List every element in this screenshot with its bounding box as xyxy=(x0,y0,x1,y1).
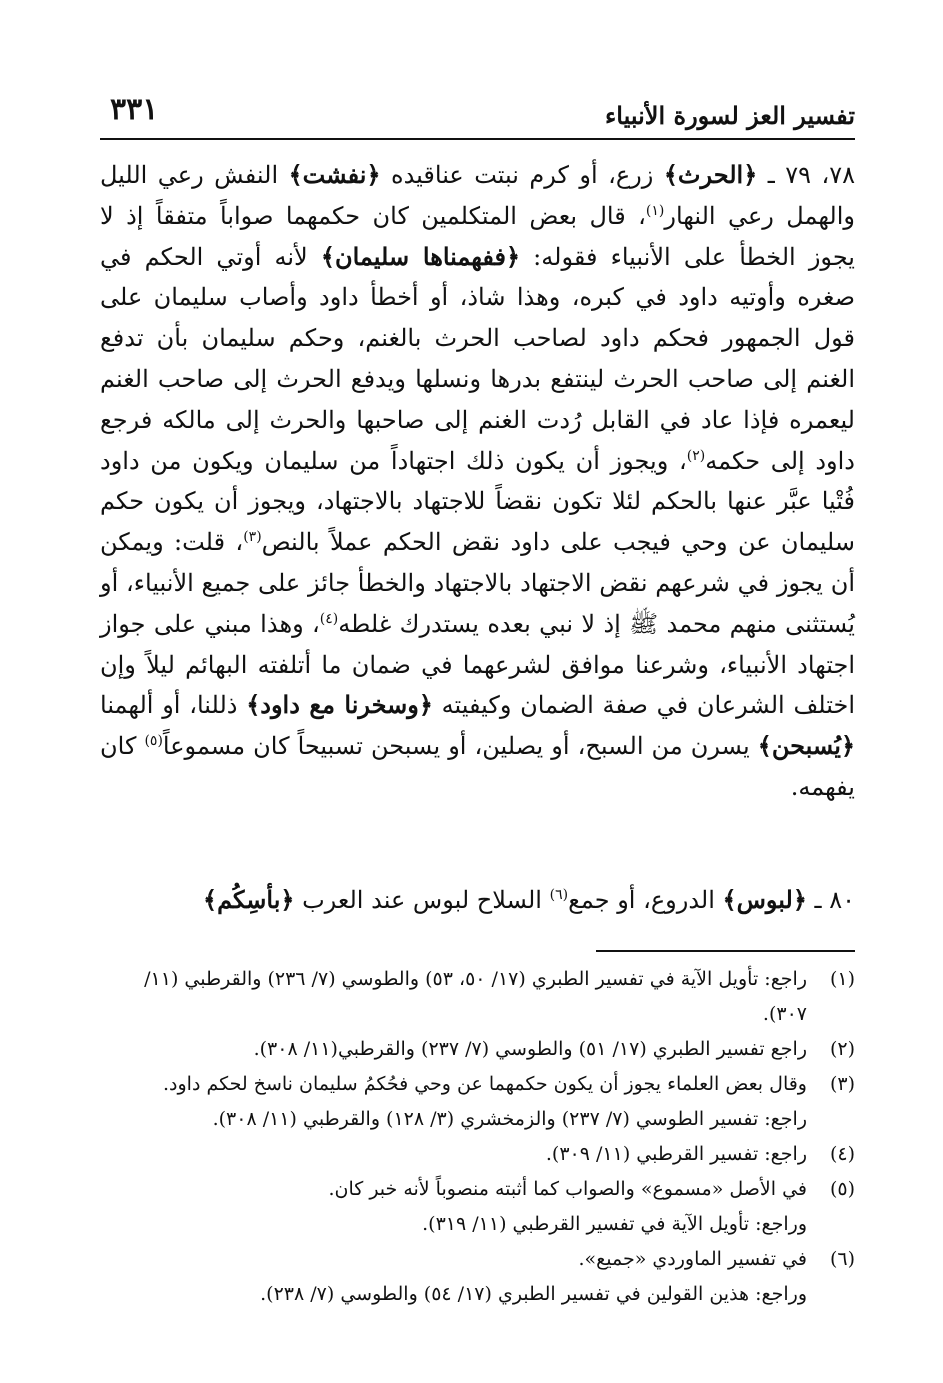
footnote-ref: (٥) xyxy=(144,733,163,750)
footnote-ref: (٤) xyxy=(319,610,339,627)
running-title: تفسير العز لسورة الأنبياء xyxy=(605,101,855,130)
footnote-line: راجع: تفسير الطوسي (٧/ ٢٣٧) والزمخشري (٣/ ١٢٨) والقرطبي (١١/ ٣٠٨). xyxy=(212,1108,807,1130)
footnote-line: وراجع: تأويل الآية في تفسير القرطبي (١١/ ٣١٩). xyxy=(422,1213,807,1235)
footnote-line: راجع: تفسير القرطبي (١١/ ٣٠٩). xyxy=(545,1143,807,1165)
commentary-text: لأنه أوتي الحكم في صغره وأوتيه داود في كبره، وهذا شاذ، أو أخطأ داود وأصاب سليمان على قول الجمهور فحكم داود لصاحب الحرث بالغنم، وحكم سليمان بأن تدفع الغنم إلى صاحب الحرث لينتفع بدرها ونسلها ويدفع الحرث إلى صاحب الغنم ليعمره فإذا عاد في القابل رُدت الغنم إلى صاحبها والحرث إلى مالكه فرجع داود إلى حكمه xyxy=(100,242,855,475)
footnote-number: (٤) xyxy=(829,1143,855,1165)
footnote-1 xyxy=(100,962,855,1032)
commentary-text: ، ويجوز أن يكون ذلك اجتهاداً من سليمان ويكون من داود فُتْيا عبَّر عنها بالحكم لئلا تكون نقضاً للاجتهاد بالاجتهاد، ويجوز أن يكون حكم سليمان عن وحي فيجب على داود نقض الحكم عملاً بالنص xyxy=(100,446,855,557)
footnote-line: في الأصل «مسموع» والصواب كما أثبته منصوباً لأنه خبر كان. xyxy=(328,1178,807,1200)
commentary-text: الدروع، أو جمع xyxy=(568,886,723,914)
quran-word: ﴿ففهمناها سليمان﴾ xyxy=(320,241,521,271)
footnote-ref: (١) xyxy=(645,202,665,219)
commentary-text: السلاح لبوس عند العرب xyxy=(294,886,550,914)
footnote-line: في تفسير الماوردي «جميع». xyxy=(578,1248,807,1270)
verse-number: ٨٠ ـ xyxy=(814,886,855,914)
commentary-text: ، قال بعض المتكلمين كان حكمهما صواباً متفقاً إذ لا يجوز الخطأ على الأنبياء فقوله: xyxy=(100,201,855,271)
quran-word: ﴿الحرث﴾ xyxy=(663,160,758,189)
footnote-body xyxy=(100,1067,807,1137)
verse-number: ٧٨، ٧٩ ـ xyxy=(767,161,856,189)
footnote-ref: (٦) xyxy=(549,887,569,903)
footnote-body xyxy=(100,1032,807,1067)
page-header xyxy=(100,86,855,140)
quran-word: ﴿وسخرنا مع داود﴾ xyxy=(246,690,433,720)
commentary-text: النفش رعي الليل والهمل رعي النهار xyxy=(100,161,855,230)
commentary-text: ، قلت: ويمكن أن يجوز في شرعهم نقض الاجتهاد بالاجتهاد والخطأ جائز على جميع الأنبياء، أو يُستثنى منهم محمد ﷺ إذ لا نبي بعده يستدرك غلطه xyxy=(100,528,855,638)
quran-word: ﴿بأسِكُم﴾ xyxy=(203,885,295,914)
footnote-number: (١) xyxy=(829,968,855,990)
footnotes xyxy=(100,962,855,1312)
footnote-3 xyxy=(100,1067,855,1137)
footnote-body xyxy=(100,1172,807,1242)
footnote-line: راجع تفسير الطبري (١٧/ ٥١) والطوسي (٧/ ٢٣٧) والقرطبي(١١/ ٣٠٨). xyxy=(253,1038,807,1060)
quran-word: ﴿يُسبحن﴾ xyxy=(757,731,855,761)
commentary-text: يسرن من السبح، أو يصلين، أو يسبحن تسبيحاً كان مسموعاً xyxy=(162,732,758,761)
footnote-number: (٣) xyxy=(829,1073,855,1095)
footnote-5 xyxy=(100,1172,855,1242)
footnote-number: (٦) xyxy=(829,1248,855,1270)
commentary-text: ، وهذا مبني على جواز اجتهاد الأنبياء، وشرعنا موافق لشرعهما في ضمان ما أتلفته البهائم ليلاً وإن اختلف الشرعان في صفة الضمان وكيفيته xyxy=(100,609,855,720)
footnote-number: (٥) xyxy=(829,1178,855,1200)
footnote-line: راجع: تأويل الآية في تفسير الطبري (١٧/ ٥٠، ٥٣) والطوسي (٧/ ٢٣٦) والقرطبي (١١/ ٣٠٧). xyxy=(144,968,807,1025)
commentary-text: كان يفهمه. xyxy=(100,732,855,801)
footnote-ref: (٣) xyxy=(243,529,262,546)
main-text xyxy=(100,155,855,808)
footnote-body xyxy=(100,962,807,1032)
footnote-body xyxy=(100,1242,807,1312)
paragraph-80 xyxy=(100,880,855,920)
paragraph-78-79 xyxy=(100,155,855,808)
quran-word: ﴿لبوس﴾ xyxy=(722,885,807,914)
page-number: ٣٣١ xyxy=(110,92,159,127)
footnote-separator xyxy=(596,950,855,952)
footnote-4 xyxy=(100,1137,855,1172)
footnote-2 xyxy=(100,1032,855,1067)
footnote-body xyxy=(100,1137,807,1172)
commentary-text: ذللنا، أو ألهمنا xyxy=(100,691,247,720)
footnote-line: وقال بعض العلماء يجوز أن يكون حكمهما عن وحي فحُكمُ سليمان ناسخ لحكم داود. xyxy=(163,1073,807,1095)
footnote-number: (٢) xyxy=(829,1038,855,1060)
quran-word: ﴿نفشت﴾ xyxy=(288,160,381,189)
commentary-text: زرع، أو كرم نبتت عناقيده xyxy=(380,161,664,189)
footnote-6 xyxy=(100,1242,855,1312)
footnote-line: وراجع: هذين القولين في تفسير الطبري (١٧/ ٥٤) والطوسي (٧/ ٢٣٨). xyxy=(260,1283,807,1305)
footnote-ref: (٢) xyxy=(686,447,706,464)
